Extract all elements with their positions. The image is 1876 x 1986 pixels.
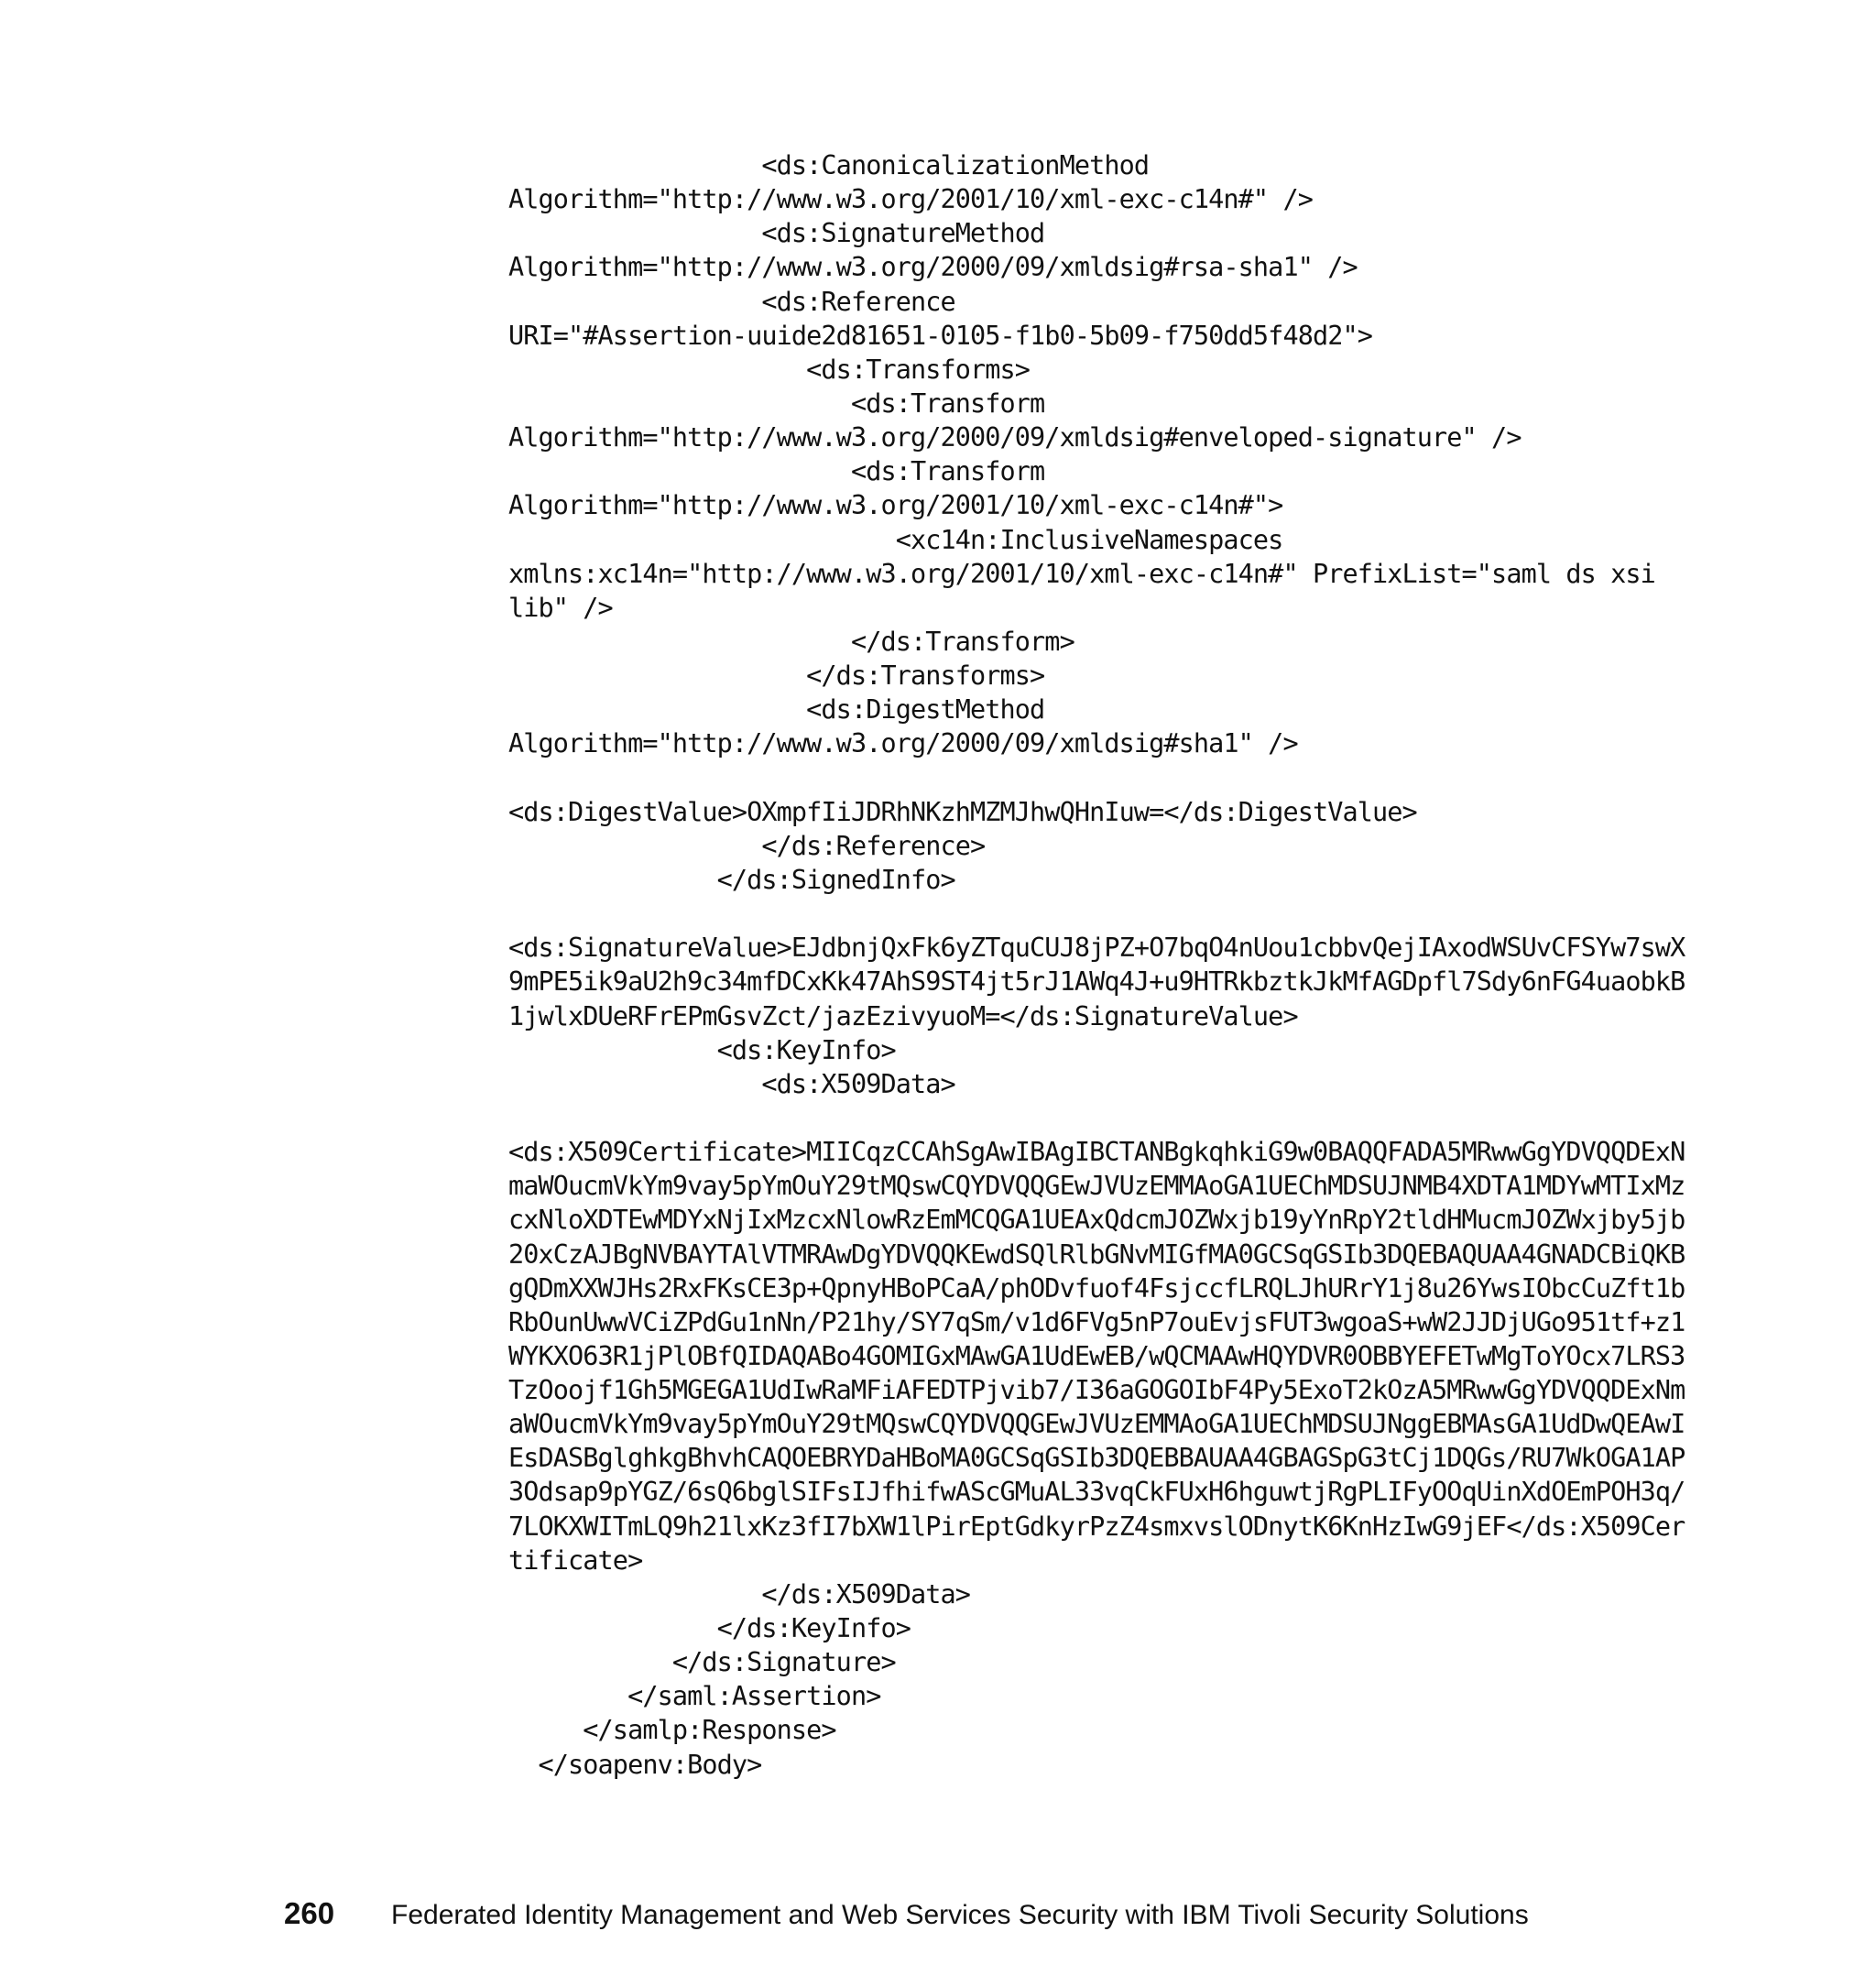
code-line: Algorithm="http://www.w3.org/2000/09/xmldsig#sha1" /> (508, 728, 1298, 759)
code-line: </ds:X509Data> (508, 1578, 971, 1610)
code-line: </ds:Reference> (508, 830, 986, 861)
code-line: maWOucmVkYm9vay5pYmOuY29tMQswCQYDVQQGEwJVUzEMMAoGA1UEChMDSUJNMB4XDTA1MDYwMTIxMz (508, 1171, 1685, 1202)
code-line: <ds:SignatureValue>EJdbnjQxFk6yZTquCUJ8jPZ+O7bqO4nUou1cbbvQejIAxodWSUvCFSYw7swX (508, 933, 1685, 964)
code-line: <ds:CanonicalizationMethod (508, 150, 1150, 180)
code-line: </ds:Signature> (508, 1647, 896, 1678)
code-line: <ds:X509Data> (508, 1068, 955, 1099)
code-line: RbOunUwwVCiZPdGu1nNn/P21hy/SY7qSm/v1d6FVg5nP7ouEvjsFUT3wgoaS+wW2JJDjUGo951tf+z1 (508, 1306, 1685, 1337)
code-line: 9mPE5ik9aU2h9c34mfDCxKk47AhS9ST4jt5rJ1AWq4J+u9HTRkbztkJkMfAGDpfl7Sdy6nFG4uaobkB (508, 966, 1685, 998)
code-line: gQDmXXWJHs2RxFKsCE3p+QpnyHBoPCaA/phODvfuof4FsjccfLRQLJhURrY1j8u26YwsIObcCuZft1b (508, 1272, 1685, 1304)
xml-code-listing (508, 148, 1699, 1782)
code-line: </soapenv:Body> (508, 1749, 762, 1780)
code-line: <ds:Transform (508, 387, 1045, 419)
code-line (508, 761, 1699, 795)
page-footer (284, 1896, 1658, 1931)
code-line: </samlp:Response> (508, 1715, 836, 1746)
code-line (508, 897, 1699, 931)
code-line: 20xCzAJBgNVBAYTAlVTMRAwDgYDVQQKEwdSQlRlbGNvMIGfMA0GCSqGSIb3DQEBAQUAA4GNADCBiQKB (508, 1239, 1685, 1270)
code-line: xmlns:xc14n="http://www.w3.org/2001/10/xml-exc-c14n#" PrefixList="saml ds xsi (508, 558, 1655, 589)
code-line: </ds:Transforms> (508, 660, 1045, 692)
code-line: EsDASBglghkgBhvhCAQOEBRYDaHBoMA0GCSqGSIb3DQEBBAUAA4GBAGSpG3tCj1DQGs/RU7WkOGA1AP (508, 1443, 1685, 1474)
code-line: <ds:DigestValue>OXmpfIiJDRhNKzhMZMJhwQHnIuw=</ds:DigestValue> (508, 796, 1417, 827)
code-line: <ds:X509Certificate>MIICqzCCAhSgAwIBAgIBCTANBgkqhkiG9w0BAQQFADA5MRwwGgYDVQQDExN (508, 1137, 1685, 1168)
code-line: </ds:SignedInfo> (508, 864, 955, 895)
code-line: 1jwlxDUeRFrEPmGsvZct/jazEzivyuoM=</ds:SignatureValue> (508, 1000, 1298, 1031)
code-line: Algorithm="http://www.w3.org/2001/10/xml-exc-c14n#"> (508, 490, 1283, 521)
book-title: Federated Identity Management and Web Services Security with IBM Tivoli Security Solutions (391, 1900, 1529, 1930)
page-number: 260 (284, 1896, 335, 1930)
code-line: </ds:Transform> (508, 626, 1074, 657)
code-line: cxNloXDTEwMDYxNjIxMzcxNlowRzEmMCQGA1UEAxQdcmJOZWxjb19yYnRpY2tldHMucmJOZWxjby5jb (508, 1205, 1685, 1236)
code-line: Algorithm="http://www.w3.org/2001/10/xml-exc-c14n#" /> (508, 184, 1313, 215)
code-line: aWOucmVkYm9vay5pYmOuY29tMQswCQYDVQQGEwJVUzEMMAoGA1UEChMDSUJNggEBMAsGA1UdDwQEAwI (508, 1409, 1685, 1440)
code-line: tificate> (508, 1544, 643, 1576)
code-line: URI="#Assertion-uuide2d81651-0105-f1b0-5b09-f750dd5f48d2"> (508, 320, 1372, 351)
code-line: 3Odsap9pYGZ/6sQ6bglSIFsIJfhifwAScGMuAL33vqCkFUxH6hguwtjRgPLIFyOOqUinXdOEmPOH3q/ (508, 1477, 1685, 1508)
code-line: <ds:Transform (508, 456, 1045, 487)
code-line: WYKXO63R1jPlOBfQIDAQABo4GOMIGxMAwGA1UdEwEB/wQCMAAwHQYDVR0OBBYEFETwMgToYOcx7LRS3 (508, 1340, 1685, 1371)
code-line: Algorithm="http://www.w3.org/2000/09/xmldsig#rsa-sha1" /> (508, 252, 1358, 283)
code-line: </ds:KeyInfo> (508, 1613, 911, 1644)
code-line: <ds:KeyInfo> (508, 1034, 896, 1065)
code-line (508, 1101, 1699, 1135)
code-line: TzOoojf1Gh5MGEGA1UdIwRaMFiAFEDTPjvib7/I36aGOGOIbF4Py5ExoT2kOzA5MRwwGgYDVQQDExNm (508, 1375, 1685, 1406)
code-line: <ds:Transforms> (508, 354, 1031, 385)
code-line: lib" /> (508, 592, 613, 623)
code-line: <xc14n:InclusiveNamespaces (508, 524, 1283, 555)
code-line: 7LOKXWITmLQ9h21lxKz3fI7bXW1lPirEptGdkyrPzZ4smxvslODnytK6KnHzIwG9jEF</ds:X509Cer (508, 1511, 1685, 1542)
code-line: <ds:Reference (508, 286, 955, 317)
code-line: <ds:DigestMethod (508, 694, 1045, 726)
code-line: <ds:SignatureMethod (508, 218, 1045, 249)
code-line: Algorithm="http://www.w3.org/2000/09/xmldsig#enveloped-signature" /> (508, 422, 1522, 453)
code-line: </saml:Assertion> (508, 1681, 881, 1712)
